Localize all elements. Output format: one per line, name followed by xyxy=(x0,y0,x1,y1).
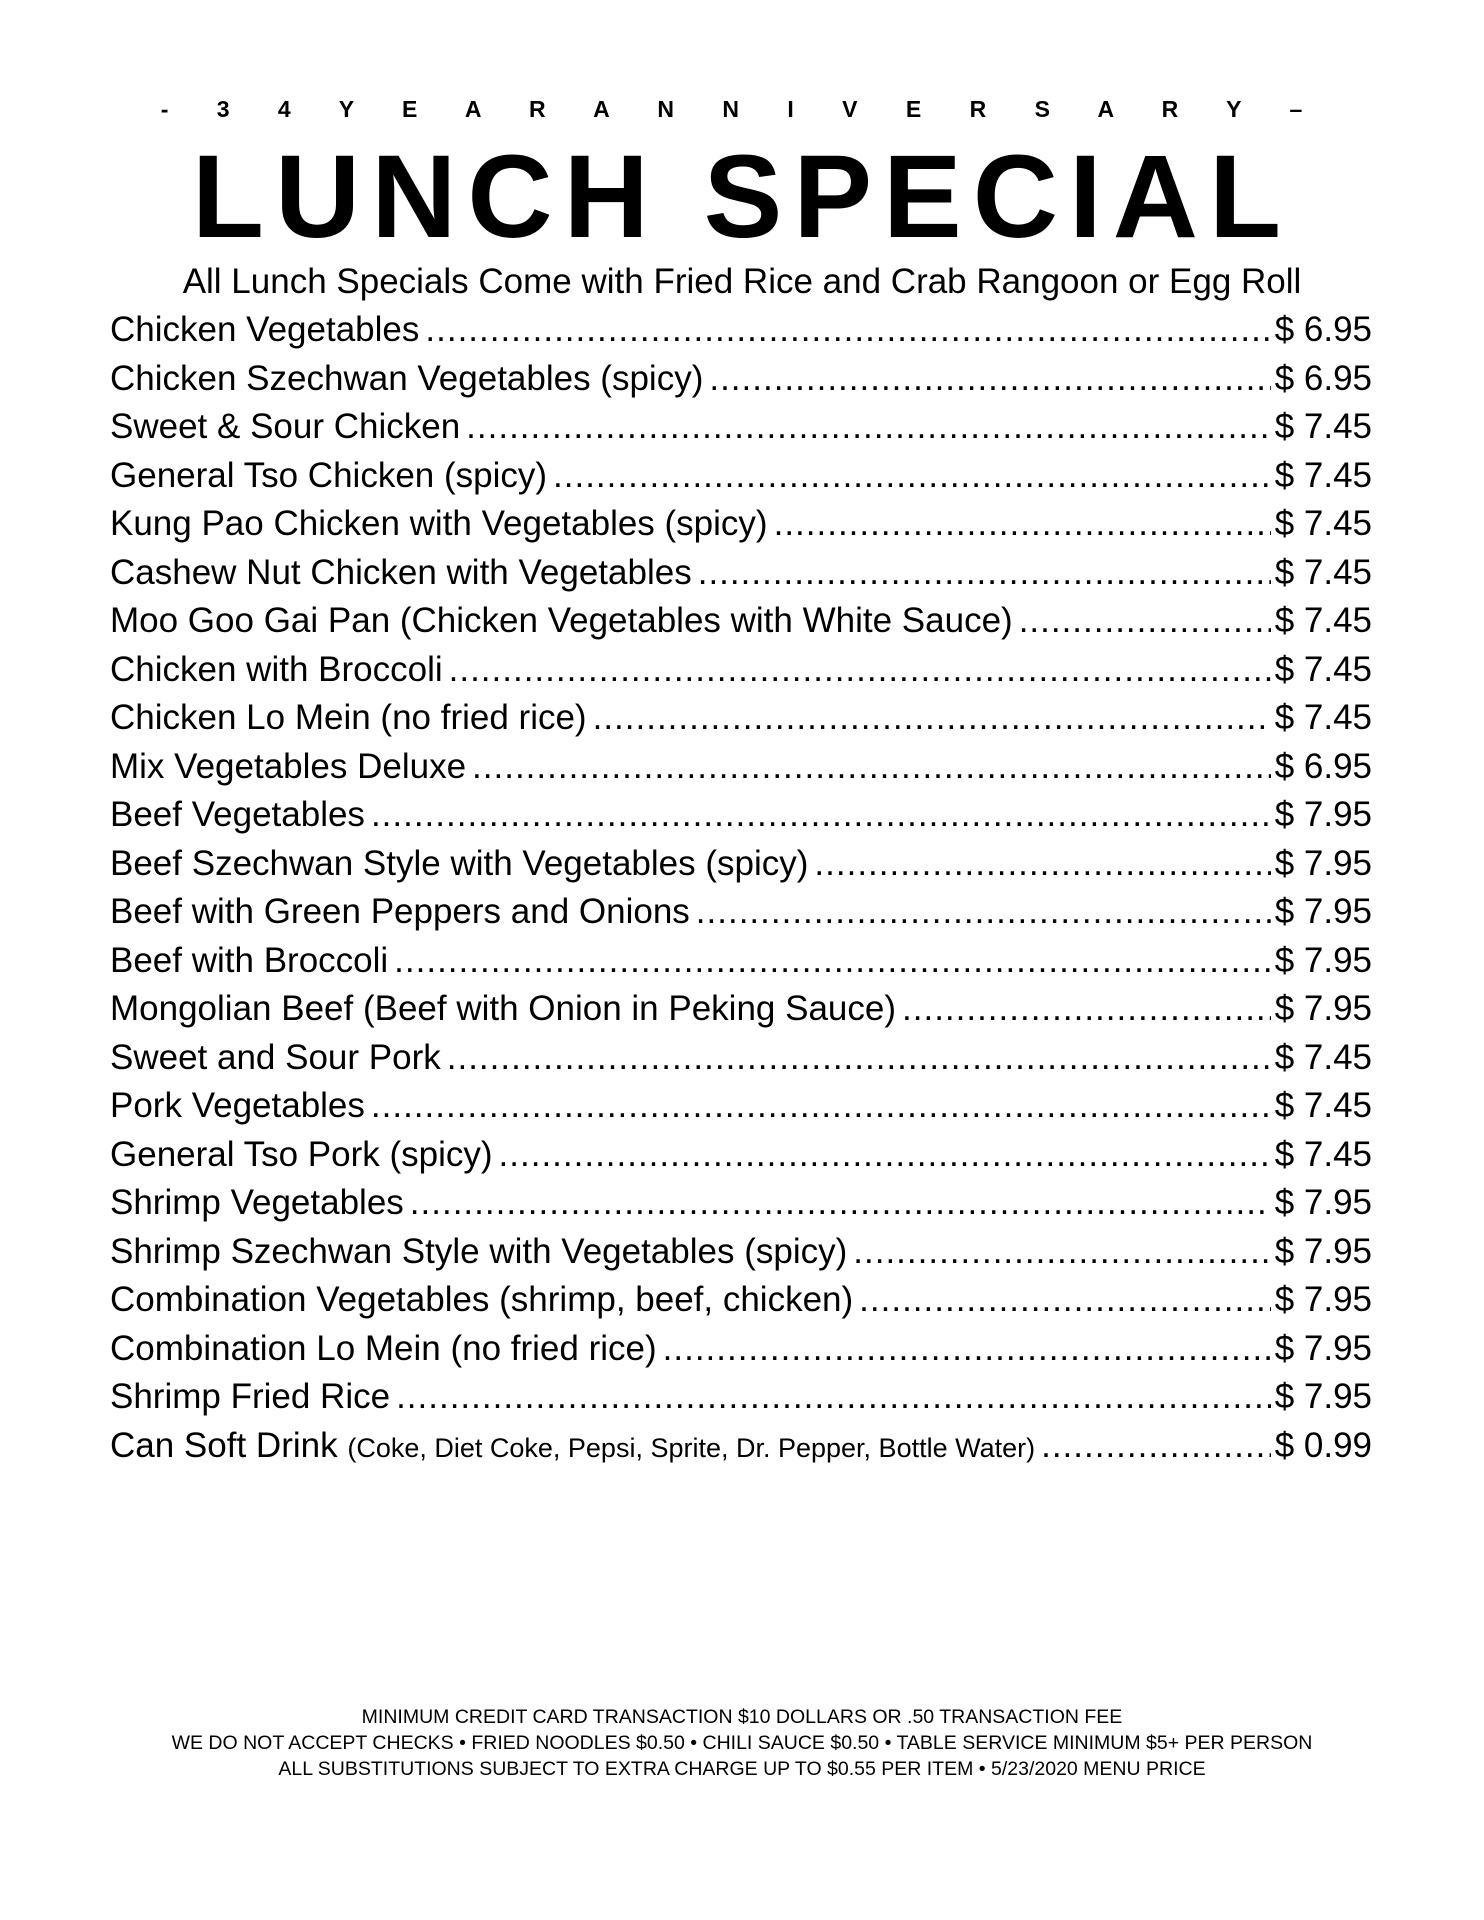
menu-item-price: $ 7.45 xyxy=(1274,504,1372,543)
menu-item xyxy=(110,1131,1372,1180)
menu-item-name: Chicken Vegetables xyxy=(110,310,420,349)
dot-leader xyxy=(410,1179,1271,1227)
menu-item xyxy=(110,1276,1372,1325)
menu-item xyxy=(110,937,1372,986)
dot-leader xyxy=(396,1373,1271,1421)
menu-item-name: Beef with Broccoli xyxy=(110,940,389,980)
dot-leader xyxy=(1041,1422,1271,1470)
menu-item xyxy=(110,597,1372,646)
dot-leader xyxy=(499,1131,1271,1179)
dot-leader xyxy=(902,985,1271,1033)
menu-item-name: Pork Vegetables xyxy=(110,1086,365,1125)
menu-item-price: $ 7.45 xyxy=(1274,1134,1372,1174)
menu-item-price: $ 7.95 xyxy=(1274,1183,1372,1222)
dot-leader xyxy=(371,791,1271,839)
menu-item-name: Mix Vegetables Deluxe xyxy=(110,746,467,786)
menu-item-price: $ 7.95 xyxy=(1274,843,1372,883)
menu-item xyxy=(110,694,1372,743)
menu-item-name: Chicken Lo Mein (no fried rice) xyxy=(110,698,587,737)
menu-item-price: $ 7.45 xyxy=(1274,407,1372,446)
dot-leader xyxy=(371,1082,1271,1130)
menu-item-price: $ 7.45 xyxy=(1274,455,1372,495)
page-title: LUNCH SPECIAL xyxy=(191,131,1293,263)
menu-item-price: $ 7.95 xyxy=(1274,989,1372,1028)
menu-item xyxy=(110,791,1372,840)
menu-item xyxy=(110,888,1372,937)
menu-item xyxy=(110,403,1372,452)
menu-item-price: $ 7.45 xyxy=(1274,649,1372,689)
menu-item-name: Shrimp Szechwan Style with Vegetables (spicy) xyxy=(110,1231,848,1271)
dot-leader xyxy=(663,1325,1271,1373)
menu-item-price: $ 7.95 xyxy=(1274,1231,1372,1271)
page-subtitle: All Lunch Specials Come with Fried Rice and Crab Rangoon or Egg Roll xyxy=(182,262,1302,301)
menu-item-name: Sweet and Sour Pork xyxy=(110,1037,441,1077)
menu-item-name xyxy=(110,1422,1035,1472)
footer-line: WE DO NOT ACCEPT CHECKS • FRIED NOODLES $0.50 • CHILI SAUCE $0.50 • TABLE SERVICE MINIMUM $5+ PER PERSON xyxy=(171,1732,1313,1754)
menu-item-price: $ 7.95 xyxy=(1274,892,1372,931)
menu-item-price: $ 7.45 xyxy=(1274,601,1372,640)
dot-leader xyxy=(859,1276,1271,1324)
menu-item-name: General Tso Chicken (spicy) xyxy=(110,455,548,495)
menu-item-name: Mongolian Beef (Beef with Onion in Peking Sauce) xyxy=(110,989,897,1028)
menu-item-price: $ 7.45 xyxy=(1274,1037,1372,1077)
dot-leader xyxy=(466,403,1271,451)
menu-item-price: $ 7.45 xyxy=(1274,698,1372,737)
menu-item xyxy=(110,743,1372,792)
menu-item-price: $ 6.95 xyxy=(1274,746,1372,786)
menu-item-price: $ 7.95 xyxy=(1274,1377,1372,1416)
menu-item xyxy=(110,1082,1372,1131)
menu-item xyxy=(110,452,1372,501)
menu-list xyxy=(110,306,1372,1470)
menu-item-name: Kung Pao Chicken with Vegetables (spicy) xyxy=(110,504,768,543)
menu-item-name: Shrimp Vegetables xyxy=(110,1183,404,1222)
menu-item xyxy=(110,646,1372,695)
menu-item-price: $ 7.95 xyxy=(1274,1328,1372,1368)
menu-item-price: $ 6.95 xyxy=(1274,310,1372,349)
menu-item-price: $ 6.95 xyxy=(1274,358,1372,398)
menu-item-price: $ 7.95 xyxy=(1274,1280,1372,1319)
menu-item-name-text: Can Soft Drink xyxy=(110,1425,338,1465)
menu-item-name: Chicken Szechwan Vegetables (spicy) xyxy=(110,358,704,398)
anniversary-banner: - 3 4 Y E A R A N N I V E R S A R Y – xyxy=(160,96,1324,122)
menu-item-name: Moo Goo Gai Pan (Chicken Vegetables with White Sauce) xyxy=(110,601,1013,640)
dot-leader xyxy=(425,306,1270,354)
dot-leader xyxy=(593,694,1271,742)
menu-item-name: Combination Vegetables (shrimp, beef, chicken) xyxy=(110,1280,854,1319)
menu-item xyxy=(110,306,1372,355)
menu-item-note: (Coke, Diet Coke, Pepsi, Sprite, Dr. Pepper, Bottle Water) xyxy=(347,1432,1036,1463)
menu-item xyxy=(110,1179,1372,1228)
footer-line: MINIMUM CREDIT CARD TRANSACTION $10 DOLLARS OR .50 TRANSACTION FEE xyxy=(361,1706,1123,1728)
dot-leader xyxy=(553,452,1271,500)
menu-item xyxy=(110,840,1372,889)
menu-item-price: $ 7.95 xyxy=(1274,940,1372,980)
dot-leader xyxy=(696,888,1271,936)
menu-item xyxy=(110,1034,1372,1083)
dot-leader xyxy=(472,743,1271,791)
dot-leader xyxy=(1019,597,1271,645)
menu-item xyxy=(110,1422,1372,1471)
menu-item xyxy=(110,985,1372,1034)
menu-item-name: Cashew Nut Chicken with Vegetables xyxy=(110,552,692,592)
dot-leader xyxy=(814,840,1270,888)
menu-item-price: $ 7.95 xyxy=(1274,795,1372,834)
menu-item xyxy=(110,500,1372,549)
dot-leader xyxy=(447,1034,1271,1082)
footer-notes xyxy=(0,1704,1484,1782)
menu-item xyxy=(110,1373,1372,1422)
dot-leader xyxy=(774,500,1271,548)
menu-item xyxy=(110,355,1372,404)
dot-leader xyxy=(449,646,1271,694)
menu-item-name: General Tso Pork (spicy) xyxy=(110,1134,493,1174)
menu-item-name: Sweet & Sour Chicken xyxy=(110,407,461,446)
dot-leader xyxy=(853,1228,1270,1276)
menu-item-name: Shrimp Fried Rice xyxy=(110,1377,391,1416)
dot-leader xyxy=(709,355,1270,403)
menu-item-price: $ 0.99 xyxy=(1274,1425,1372,1465)
menu-item-name: Chicken with Broccoli xyxy=(110,649,443,689)
menu-item-price: $ 7.45 xyxy=(1274,1086,1372,1125)
menu-item-name: Beef with Green Peppers and Onions xyxy=(110,892,690,931)
dot-leader xyxy=(394,937,1271,985)
footer-line: ALL SUBSTITUTIONS SUBJECT TO EXTRA CHARGE UP TO $0.55 PER ITEM • 5/23/2020 MENU PRICE xyxy=(278,1758,1206,1780)
menu-item-price: $ 7.45 xyxy=(1274,552,1372,592)
dot-leader xyxy=(698,549,1271,597)
menu-item xyxy=(110,1228,1372,1277)
menu-item-name: Combination Lo Mein (no fried rice) xyxy=(110,1328,657,1368)
menu-item-name: Beef Vegetables xyxy=(110,795,365,834)
menu-item xyxy=(110,1325,1372,1374)
menu-item-name: Beef Szechwan Style with Vegetables (spicy) xyxy=(110,843,809,883)
menu-item xyxy=(110,549,1372,598)
